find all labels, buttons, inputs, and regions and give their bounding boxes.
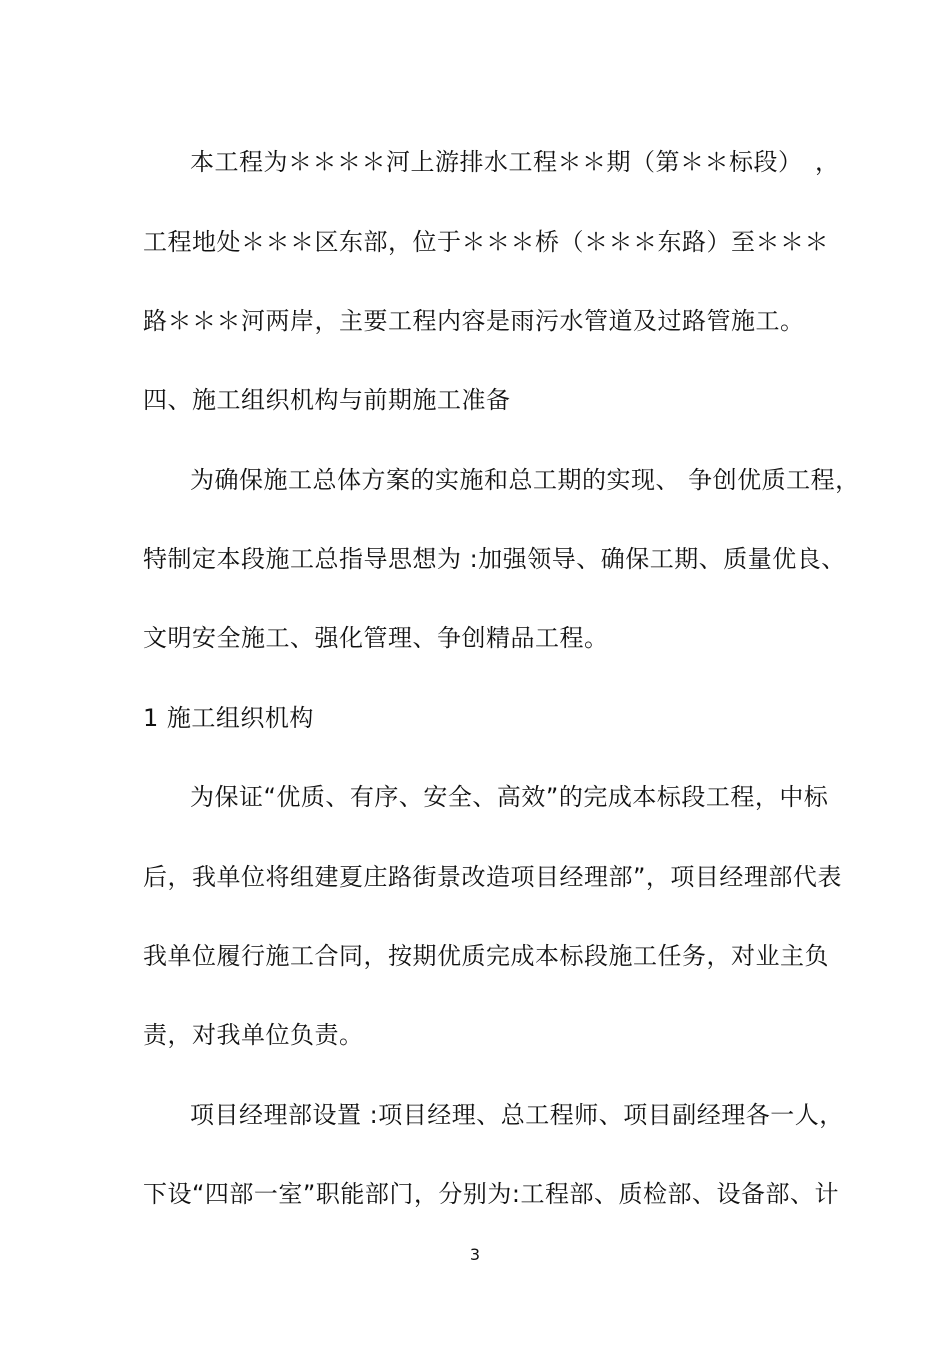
paragraph-line-2: 工程地处＊＊＊区东部，位于＊＊＊桥（＊＊＊东路）至＊＊＊: [143, 228, 829, 256]
paragraph-line-1: 本工程为＊＊＊＊河上游排水工程＊＊期（第＊＊标段） ，: [190, 148, 840, 176]
paragraph-line-10: 责，对我单位负责。: [143, 1021, 364, 1049]
section-heading: 四、施工组织机构与前期施工准备: [143, 386, 511, 414]
paragraph-line-7: 为保证“优质、有序、安全、高效”的完成本标段工程，中标: [190, 783, 829, 811]
paragraph-line-12: 下设“四部一室”职能部门，分别为:工程部、质检部、设备部、计: [143, 1180, 839, 1208]
paragraph-line-3: 路＊＊＊河两岸，主要工程内容是雨污水管道及过路管施工。: [143, 307, 805, 335]
page-number: 3: [469, 1245, 481, 1264]
paragraph-line-8: 后，我单位将组建夏庄路街景改造项目经理部”，项目经理部代表: [143, 863, 842, 891]
paragraph-line-5: 特制定本段施工总指导思想为 :加强领导、确保工期、质量优良、: [143, 545, 846, 573]
paragraph-line-9: 我单位履行施工合同，按期优质完成本标段施工任务，对业主负: [143, 942, 829, 970]
paragraph-line-6: 文明安全施工、强化管理、争创精品工程。: [143, 624, 609, 652]
paragraph-line-4: 为确保施工总体方案的实施和总工期的实现、 争创优质工程，: [190, 466, 860, 494]
subsection-heading: 1 施工组织机构: [143, 704, 314, 732]
paragraph-line-11: 项目经理部设置 :项目经理、总工程师、项目副经理各一人，: [190, 1101, 844, 1129]
